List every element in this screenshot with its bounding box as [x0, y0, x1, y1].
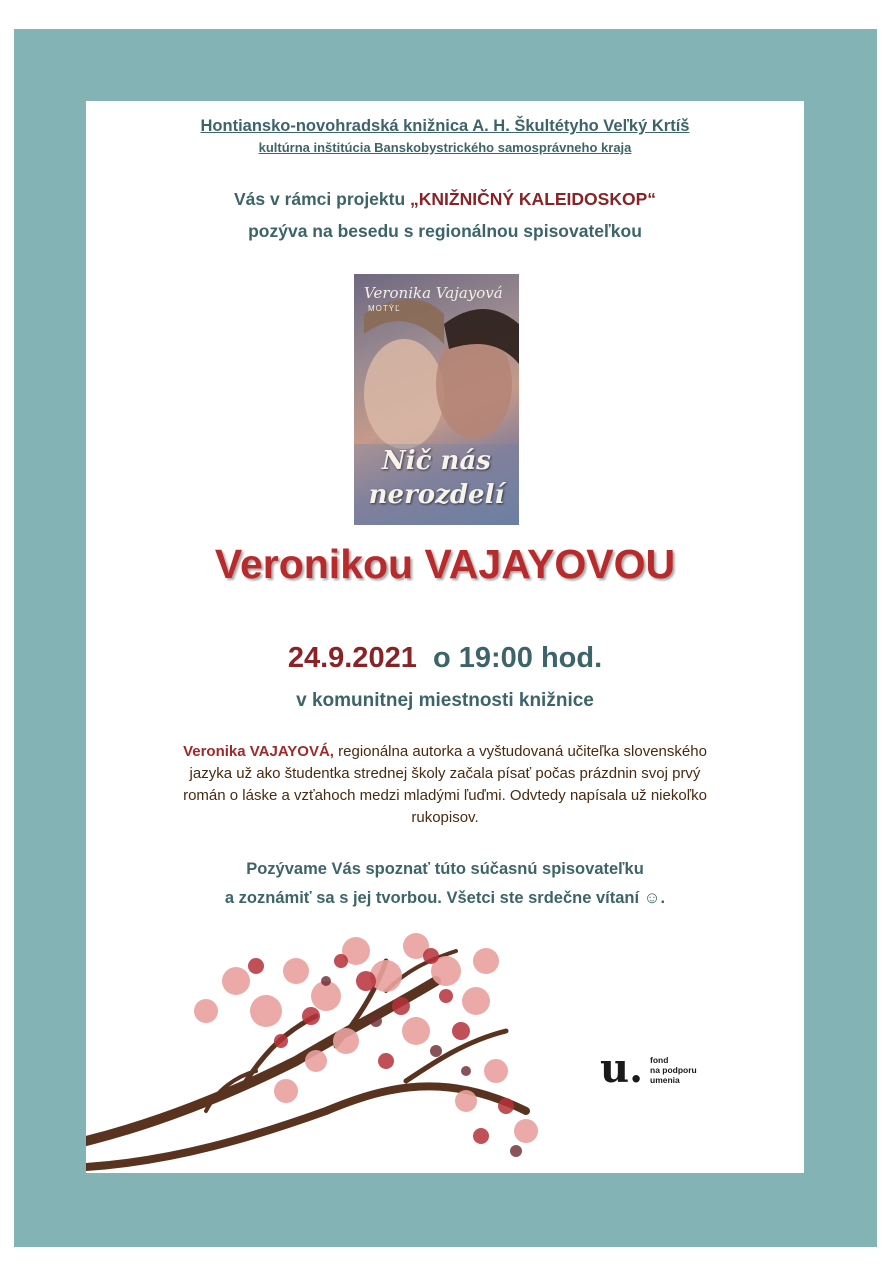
project-name: „KNIŽNIČNÝ KALEIDOSKOP“ — [410, 189, 657, 209]
sponsor-logo-line-2: na podporu — [650, 1065, 697, 1075]
event-place: v komunitnej miestnosti knižnice — [296, 690, 594, 711]
event-time-suffix: hod. — [540, 642, 603, 674]
sponsor-logo-mark: u. — [600, 1045, 644, 1092]
invitation-line-2: pozýva na besedu s regionálnou spisovateľkou — [248, 221, 642, 241]
book-title-line-2: nerozdelí — [368, 480, 505, 510]
book-cover-image — [354, 274, 519, 525]
sponsor-logo-line-3: umenia — [650, 1075, 680, 1085]
sponsor-logo-text — [650, 1055, 740, 1085]
sponsor-logo-line-1: fond — [650, 1055, 669, 1065]
bio-lead: Veronika VAJAYOVÁ, — [183, 743, 334, 760]
cherry-blossom-branch-illustration — [86, 921, 556, 1173]
event-date: 24.9.2021 — [287, 642, 417, 674]
closing-line-2: a zoznámiť sa s jej tvorbou. Všetci ste srdečne vítaní ☺. — [224, 889, 666, 907]
invitation-prefix: Vás v rámci projektu — [233, 189, 411, 209]
event-datetime — [86, 642, 804, 675]
poster-sheet — [86, 101, 804, 1173]
book-title-line-1: Nič nás — [382, 446, 491, 476]
invitation-line-1 — [86, 189, 804, 210]
book-author: Veronika Vajayová — [364, 284, 503, 302]
event-time: o 19:00 — [432, 642, 533, 674]
guest-name: Veronikou VAJAYOVOU — [214, 541, 676, 587]
book-publisher: MOTÝĽ — [368, 304, 401, 313]
bio-text: regionálna autorka a vyštudovaná učiteľka slovenského jazyka už ako študentka strednej školy začala písať počas prázdnin svoj prvý román o láske a vzťahoch medzi mladými ľuďmi. Odvtedy napísala už niekoľko rukopisov. — [183, 743, 707, 826]
closing-line-1: Pozývame Vás spoznať túto súčasnú spisovateľku — [246, 860, 644, 878]
library-name: Hontiansko-novohradská knižnica A. H. Škultétyho Veľký Krtíš — [200, 117, 690, 135]
library-subtitle: kultúrna inštitúcia Banskobystrického samosprávneho kraja — [258, 140, 632, 155]
author-bio — [86, 741, 804, 829]
